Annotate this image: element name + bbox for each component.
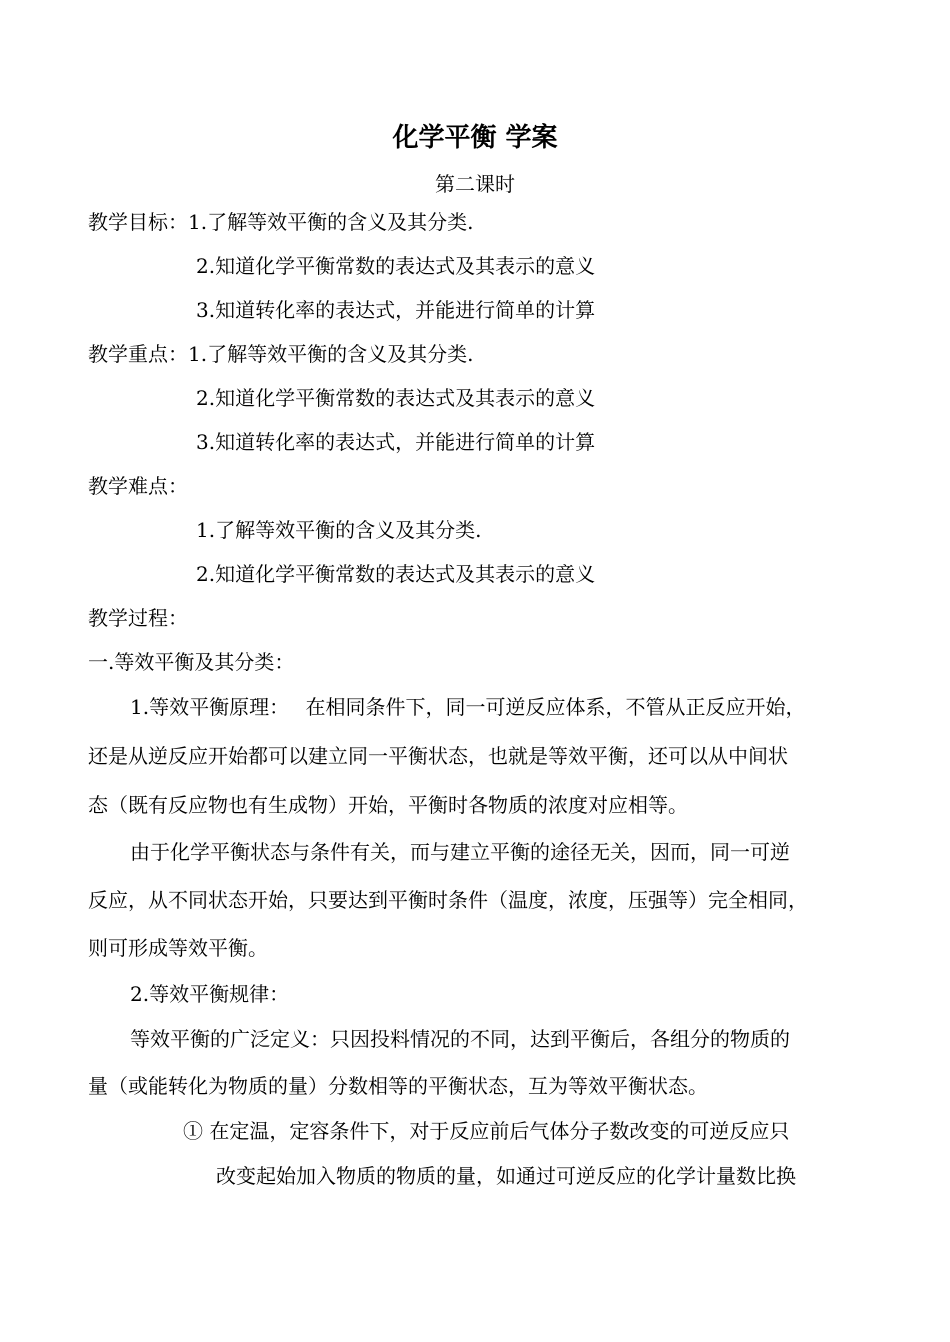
text-line: 则可形成等效平衡。 <box>88 936 268 960</box>
text-line: 反应，从不同状态开始，只要达到平衡时条件（温度，浓度，压强等）完全相同， <box>88 888 808 912</box>
text-line: ① 在定温，定容条件下，对于反应前后气体分子数改变的可逆反应只 <box>183 1119 790 1143</box>
text-line: 一.等效平衡及其分类： <box>88 650 295 674</box>
text-line: 教学重点：1.了解等效平衡的含义及其分类. <box>88 342 474 366</box>
text-line: 2.知道化学平衡常数的表达式及其表示的意义 <box>196 562 596 586</box>
text-line: 态（既有反应物也有生成物）开始，平衡时各物质的浓度对应相等。 <box>88 793 688 817</box>
text-line: 量（或能转化为物质的量）分数相等的平衡状态，互为等效平衡状态。 <box>88 1074 708 1098</box>
text-line: 改变起始加入物质的物质的量，如通过可逆反应的化学计量数比换 <box>216 1164 796 1188</box>
text-line: 教学过程： <box>88 606 188 630</box>
text-line: 3.知道转化率的表达式，并能进行简单的计算 <box>196 298 596 322</box>
page-subtitle: 第二课时 <box>435 172 515 196</box>
text-line: 1.等效平衡原理： 在相同条件下，同一可逆反应体系，不管从正反应开始， <box>130 695 806 719</box>
text-line: 1.了解等效平衡的含义及其分类. <box>196 518 482 542</box>
text-line: 由于化学平衡状态与条件有关，而与建立平衡的途径无关，因而，同一可逆 <box>130 840 790 864</box>
text-line: 3.知道转化率的表达式，并能进行简单的计算 <box>196 430 596 454</box>
text-line: 2.知道化学平衡常数的表达式及其表示的意义 <box>196 386 596 410</box>
text-line: 教学目标：1.了解等效平衡的含义及其分类. <box>88 210 474 234</box>
text-line: 2.知道化学平衡常数的表达式及其表示的意义 <box>196 254 596 278</box>
text-line: 还是从逆反应开始都可以建立同一平衡状态，也就是等效平衡，还可以从中间状 <box>88 744 788 768</box>
text-line: 等效平衡的广泛定义：只因投料情况的不同，达到平衡后，各组分的物质的 <box>130 1027 790 1051</box>
text-line: 教学难点： <box>88 474 188 498</box>
page-title: 化学平衡 学案 <box>392 123 558 153</box>
text-line: 2.等效平衡规律： <box>130 982 290 1006</box>
